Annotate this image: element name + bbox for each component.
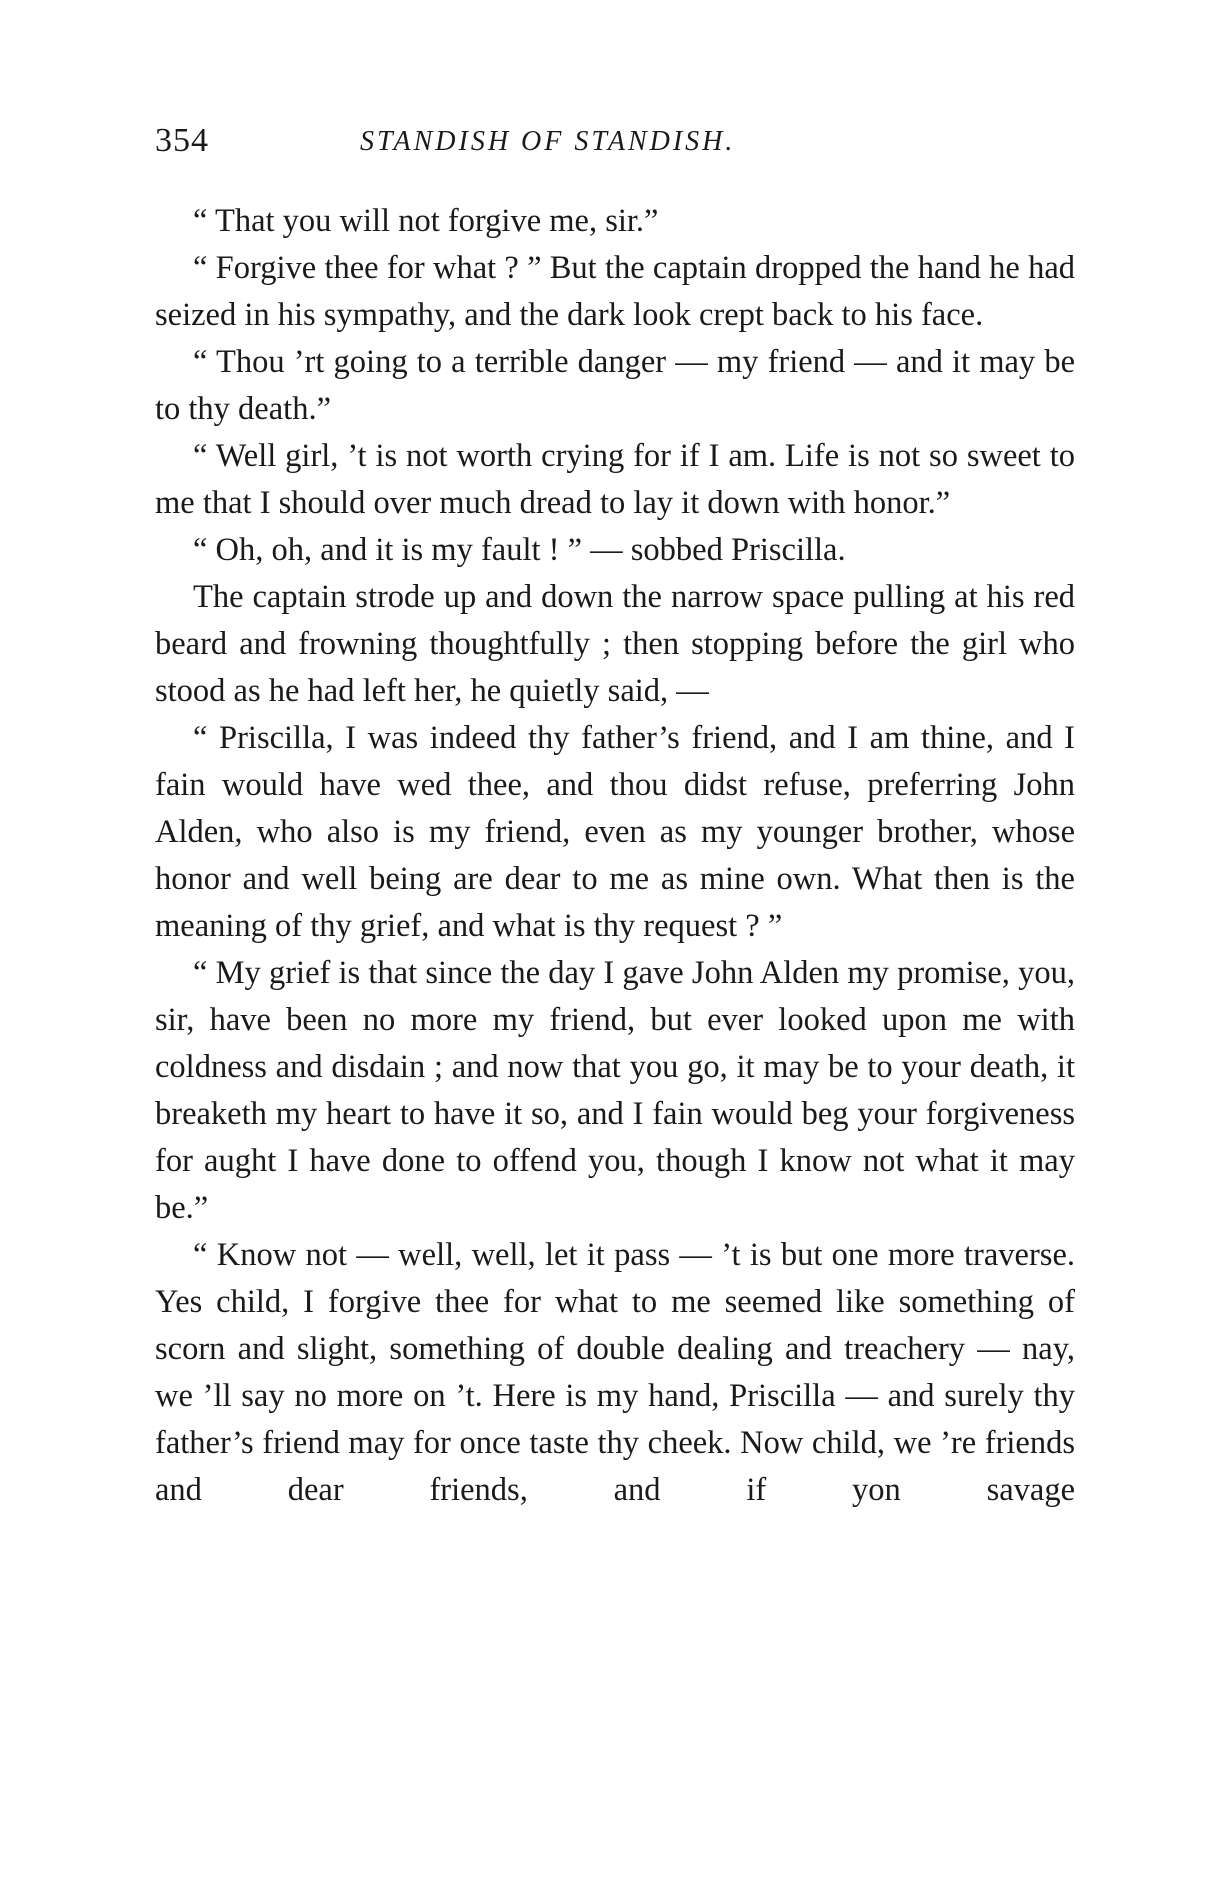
paragraph: “ Oh, oh, and it is my fault ! ” — sobbed Priscilla.	[193, 532, 846, 568]
paragraph: The captain strode up and down the narrow space pulling at his red beard and frowning thoughtfully ; then stopping before the girl who stood as he had left her, he quietly said, —	[155, 579, 1075, 709]
paragraph: “ Know not — well, well, let it pass — ’t is but one more traverse. Yes child, I forgive thee for what to me seemed like something of scorn and slight, something of double dealing and treachery — nay, we ’ll say no more on ’t. Here is my hand, Priscilla — and surely thy father’s friend may for once taste thy cheek. Now child, we ’re friends and dear friends, and if yon savage	[155, 1237, 1075, 1508]
running-title: STANDISH OF STANDISH.	[360, 126, 736, 157]
page-number: 354	[155, 122, 209, 159]
paragraph: “ Priscilla, I was indeed thy father’s friend, and I am thine, and I fain would have wed thee, and thou didst refuse, preferring John Alden, who also is my friend, even as my younger brother, whose honor and well being are dear to me as mine own. What then is the meaning of thy grief, and what is thy request ? ”	[155, 720, 1075, 944]
page-header	[155, 122, 1075, 172]
paragraph: “ Forgive thee for what ? ” But the captain dropped the hand he had seized in his sympathy, and the dark look crept back to his face.	[155, 250, 1075, 333]
paragraph: “ Well girl, ’t is not worth crying for if I am. Life is not so sweet to me that I should over much dread to lay it down with honor.”	[155, 438, 1075, 521]
paragraph: “ Thou ’rt going to a terrible danger — my friend — and it may be to thy death.”	[155, 344, 1075, 427]
paragraph: “ My grief is that since the day I gave John Alden my promise, you, sir, have been no more my friend, but ever looked upon me with coldness and disdain ; and now that you go, it may be to your death, it breaketh my heart to have it so, and I fain would beg your forgiveness for aught I have done to offend you, though I know not what it may be.”	[155, 955, 1075, 1226]
paragraph: “ That you will not forgive me, sir.”	[193, 203, 659, 239]
body-text	[155, 198, 1075, 1514]
